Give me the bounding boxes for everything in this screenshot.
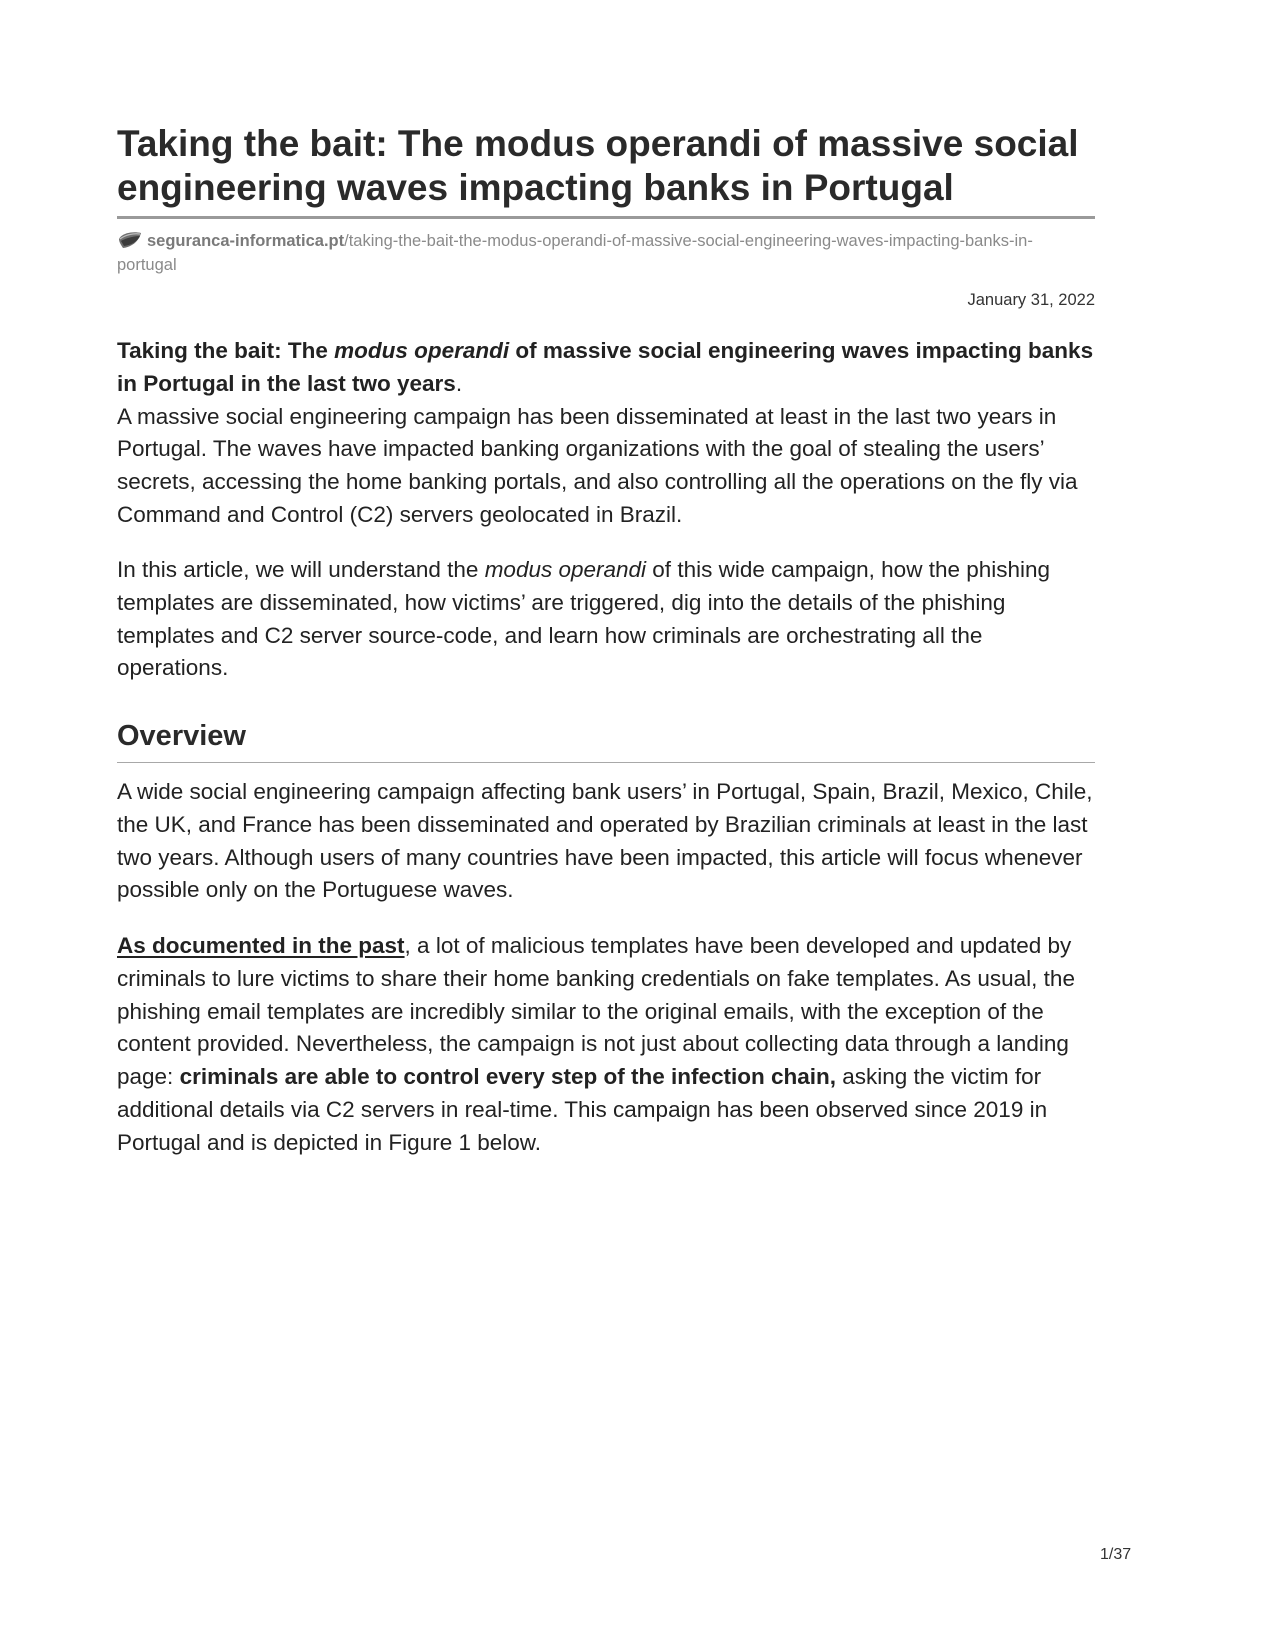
article-title: Taking the bait: The modus operandi of massive social engineering waves impacting banks in Portugal	[117, 123, 1079, 208]
site-shield-icon	[117, 230, 143, 250]
source-line	[117, 229, 1092, 277]
intro-italic: modus operandi	[484, 557, 647, 582]
documented-bold: criminals are able to control every step of the infection chain,	[179, 1064, 836, 1090]
lead-paragraph	[117, 335, 1095, 532]
intro-text: of this wide campaign, how the phishing templates are disseminated, how victims’ are triggered, dig into the details of the phishing templates and C2 server source-code, and learn how criminals are orchestrating all the operations.	[117, 557, 1051, 681]
publish-date: January 31, 2022	[967, 291, 1095, 309]
intro-text: In this article, we will understand the	[117, 557, 485, 582]
lead-heading-part: of massive social engineering waves impacting banks in Portugal in the last two years	[117, 338, 1094, 396]
page-number: 1/37	[1100, 1546, 1132, 1563]
lead-heading	[117, 338, 1093, 396]
overview-heading: Overview	[117, 720, 246, 752]
source-path: /taking-the-bait-the-modus-operandi-of-massive-social-engineering-waves-impacting-banks-in-portugal	[117, 232, 1033, 274]
lead-heading-part: Taking the bait: The	[117, 338, 335, 363]
lead-period: .	[455, 370, 463, 396]
lead-heading-italic: modus operandi	[334, 338, 510, 363]
intro-paragraph	[117, 554, 1095, 685]
title-divider	[117, 216, 1095, 219]
documented-in-past-link[interactable]: As documented in the past	[117, 933, 405, 958]
documented-paragraph	[117, 930, 1095, 1160]
source-domain: seguranca-informatica.pt	[147, 232, 345, 250]
overview-divider	[117, 762, 1095, 763]
overview-paragraph: A wide social engineering campaign affecting bank users’ in Portugal, Spain, Brazil, Mexico, Chile, the UK, and France has been disseminated and operated by Brazilian criminals at least in the last two years. Although users of many countries have been impacted, this article will focus whenever possible only on the Portuguese waves.	[117, 779, 1093, 903]
lead-text: A massive social engineering campaign has been disseminated at least in the last two years in Portugal. The waves have impacted banking organizations with the goal of stealing the users’ secrets, accessing the home banking portals, and also controlling all the operations on the fly via Command and Control (C2) servers geolocated in Brazil.	[117, 403, 1078, 527]
documented-text: , a lot of malicious templates have been developed and updated by criminals to lure victims to share their home banking credentials on fake templates. As usual, the phishing email templates are incredibly similar to the original emails, with the exception of the content provided. Nevertheless, the campaign is not just about collecting data through a landing page:	[117, 933, 1075, 1090]
documented-text: asking the victim for additional details via C2 servers in real-time. This campaign has been observed since 2019 in Portugal and is depicted in Figure 1 below.	[117, 1064, 1048, 1155]
